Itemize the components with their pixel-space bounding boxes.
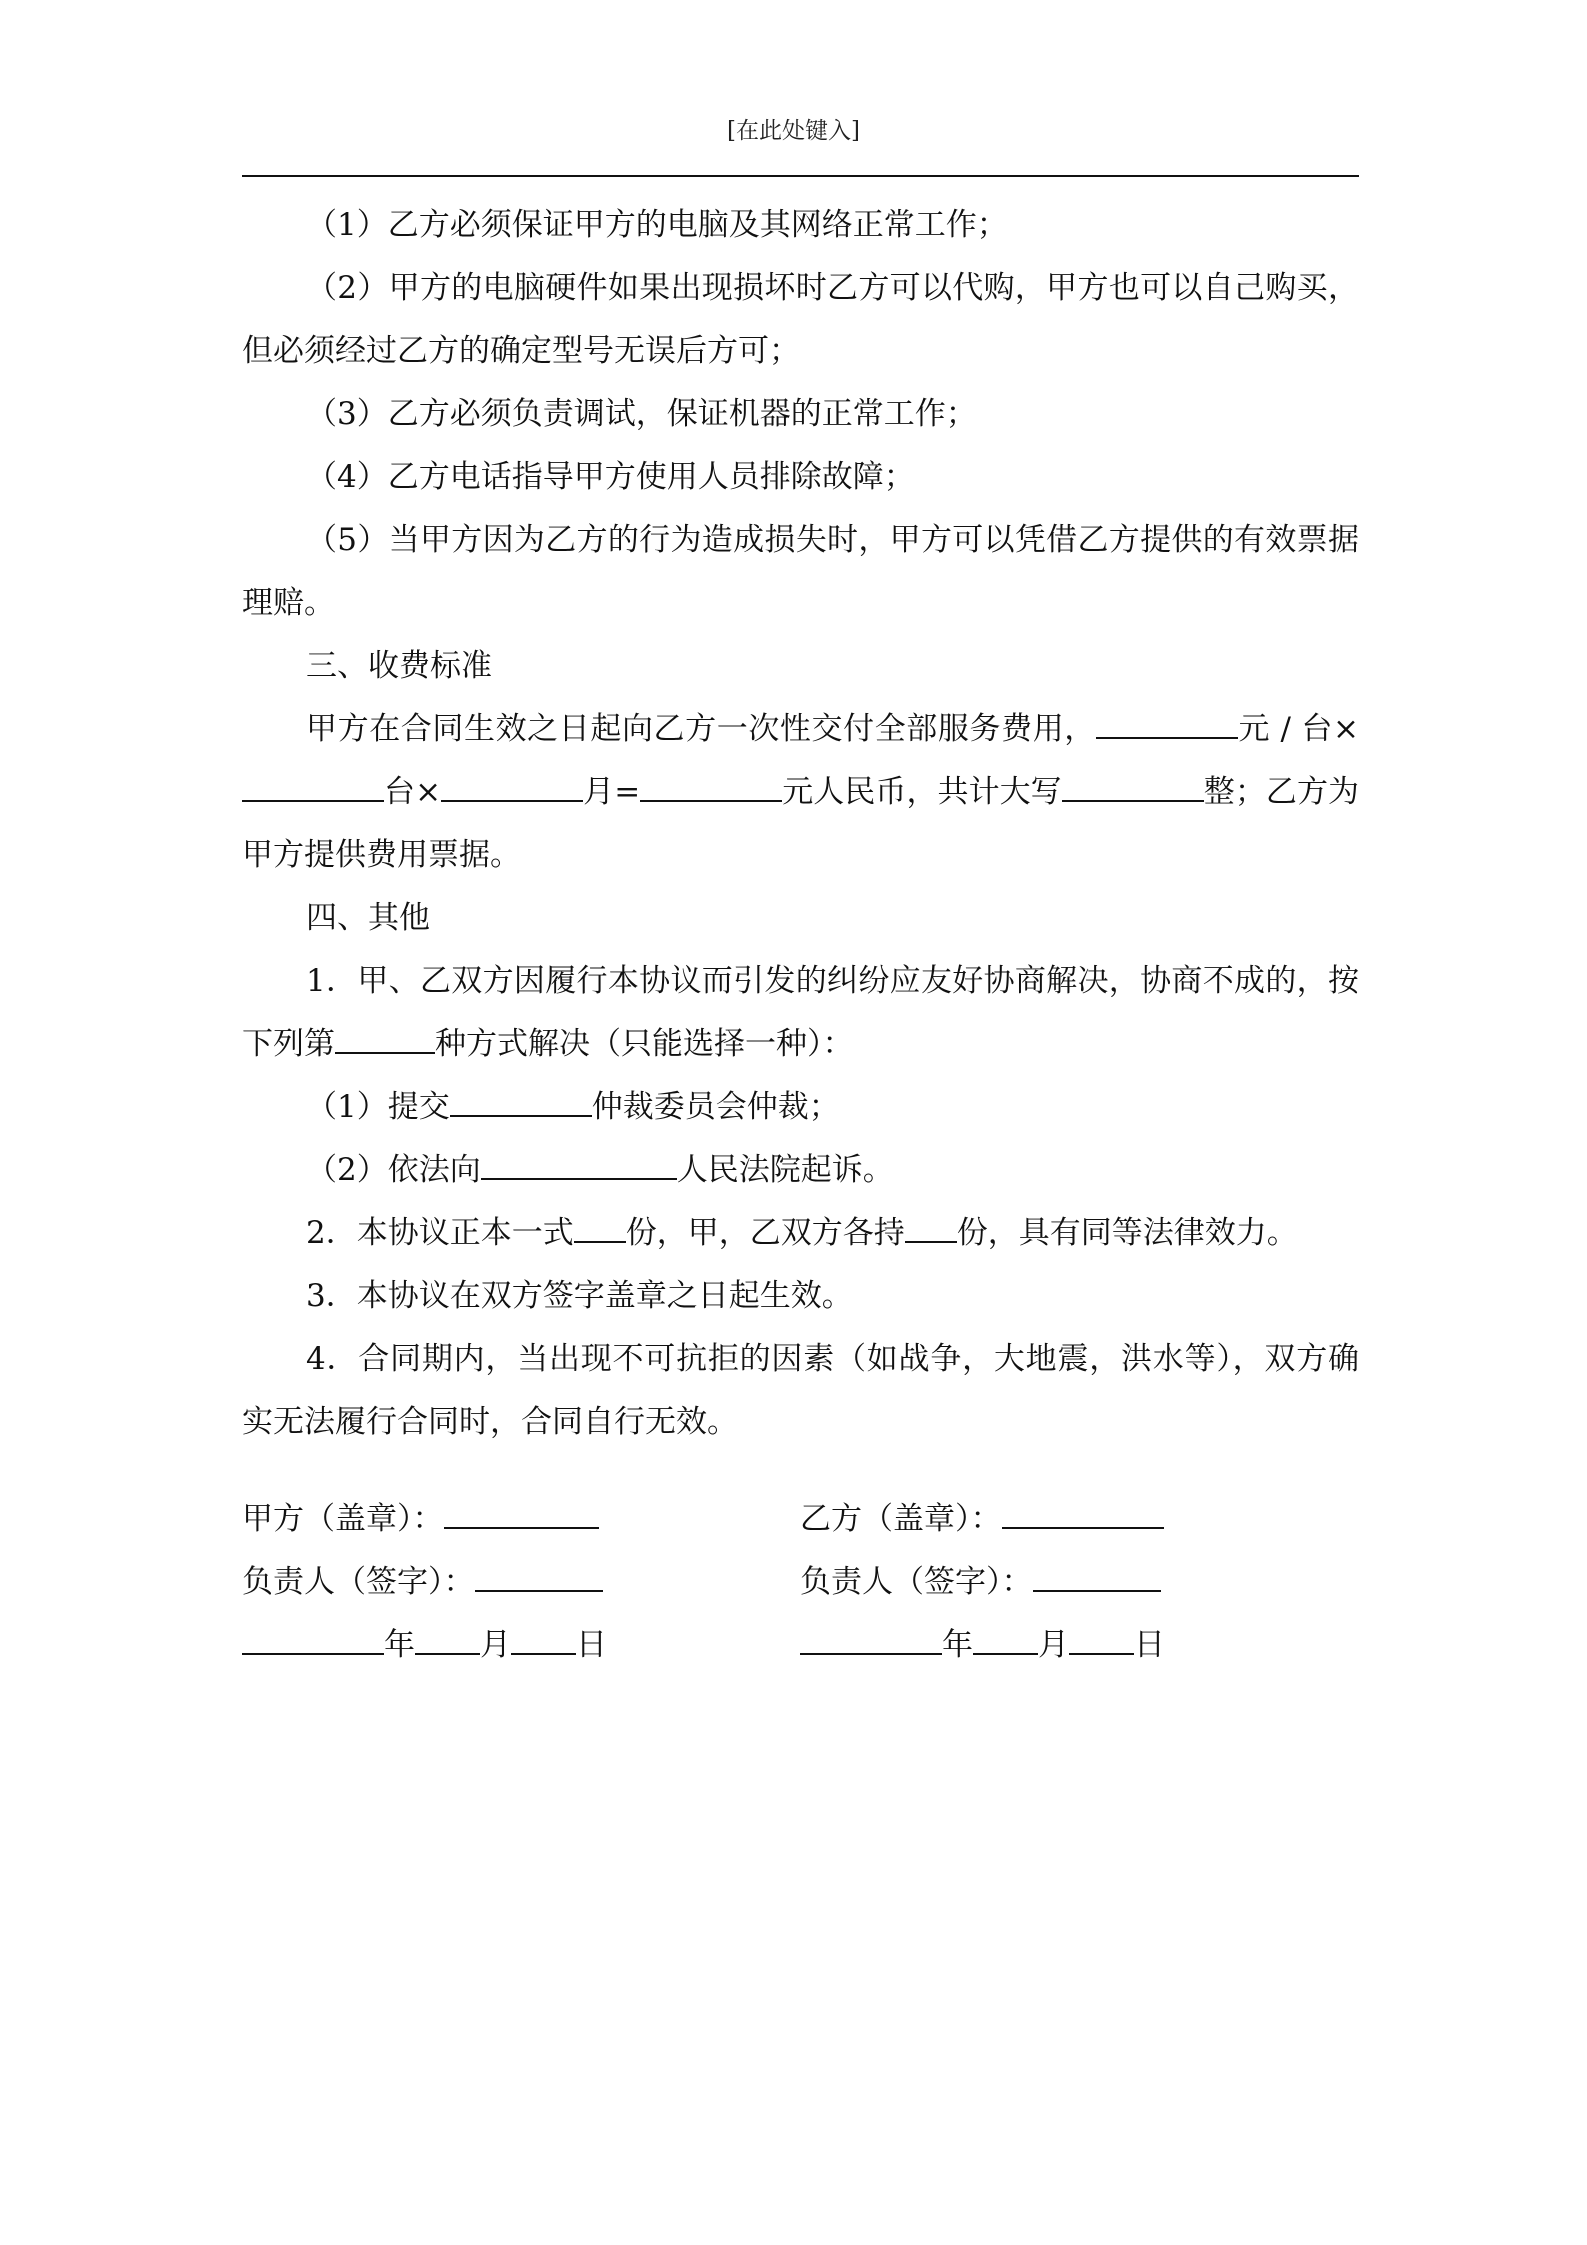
clause-item-3: （3）乙方必须负责调试，保证机器的正常工作； [306, 396, 977, 432]
party-b-rep-blank[interactable] [1033, 1564, 1161, 1592]
party-b-rep-label: 负责人（签字）： [800, 1564, 1033, 1600]
party-a-rep-blank[interactable] [475, 1564, 603, 1592]
dispute-text-2: 种方式解决（只能选择一种）： [435, 1026, 854, 1062]
party-a-month-label: 月 [480, 1627, 511, 1663]
blank-method-number[interactable] [335, 1026, 435, 1054]
option-arbitration [242, 1076, 1359, 1139]
party-a-day-blank[interactable] [511, 1627, 576, 1655]
clause-force-majeure: 4．合同期内，当出现不可抗拒的因素（如战争，大地震，洪水等），双方确实无法履行合同时，合同自行无效。 [242, 1341, 1359, 1440]
party-b-seal-label: 乙方（盖章）： [800, 1501, 1002, 1537]
header-divider [242, 175, 1359, 177]
party-b-seal-blank[interactable] [1002, 1501, 1164, 1529]
section-heading-fees: 三、收费标准 [306, 648, 492, 684]
copies-text-2: 份，甲，乙双方各持 [625, 1215, 905, 1251]
signature-party-a [242, 1488, 607, 1677]
signature-party-b [800, 1488, 1165, 1677]
party-a-seal-blank[interactable] [444, 1501, 599, 1529]
party-b-day-blank[interactable] [1069, 1627, 1134, 1655]
fees-text-5: 元人民币，共计大写 [782, 774, 1062, 810]
copies-text-3: 份，具有同等法律效力。 [956, 1215, 1298, 1251]
arbitration-text-2: 仲裁委员会仲裁； [591, 1089, 840, 1125]
clause-item-5: （5）当甲方因为乙方的行为造成损失时，甲方可以凭借乙方提供的有效票据理赔。 [242, 522, 1359, 621]
court-text-2: 人民法院起诉。 [676, 1152, 894, 1188]
arbitration-text-1: （1）提交 [306, 1089, 450, 1125]
fees-text-2: 元 / 台× [1237, 711, 1359, 747]
court-text-1: （2）依法向 [306, 1152, 481, 1188]
party-a-day-label: 日 [576, 1627, 607, 1663]
blank-copies-each[interactable] [905, 1215, 957, 1243]
fees-text-6: 整；乙方为甲方提供费用票据。 [242, 774, 1360, 873]
option-court [242, 1139, 1359, 1202]
party-b-year-blank[interactable] [800, 1627, 942, 1655]
fees-paragraph [242, 698, 1359, 887]
dispute-text-1: 1．甲、乙双方因履行本协议而引发的纠纷应友好协商解决，协商不成的，按下列第 [242, 963, 1359, 1062]
blank-month-count[interactable] [441, 774, 583, 802]
document-body [242, 194, 1359, 1454]
party-a-month-blank[interactable] [415, 1627, 480, 1655]
fees-text-4: 月= [583, 774, 641, 810]
blank-court-name[interactable] [481, 1152, 677, 1180]
blank-total-rmb[interactable] [640, 774, 782, 802]
fees-text-1: 甲方在合同生效之日起向乙方一次性交付全部服务费用， [306, 711, 1096, 747]
blank-unit-price[interactable] [1096, 711, 1238, 739]
clause-effective: 3．本协议在双方签字盖章之日起生效。 [306, 1278, 853, 1314]
party-a-rep-label: 负责人（签字）： [242, 1564, 475, 1600]
clause-item-2: （2）甲方的电脑硬件如果出现损坏时乙方可以代购，甲方也可以自己购买，但必须经过乙方的确定型号无误后方可； [242, 270, 1359, 369]
blank-arbitration-committee[interactable] [450, 1089, 592, 1117]
party-b-day-label: 日 [1134, 1627, 1165, 1663]
party-a-year-label: 年 [384, 1627, 415, 1663]
party-b-month-label: 月 [1038, 1627, 1069, 1663]
clause-item-1: （1）乙方必须保证甲方的电脑及其网络正常工作； [306, 207, 1008, 243]
clause-copies [242, 1202, 1359, 1265]
page-header: [在此处键入] [727, 118, 860, 144]
party-a-seal-label: 甲方（盖章）： [242, 1501, 444, 1537]
party-b-year-label: 年 [942, 1627, 973, 1663]
party-a-year-blank[interactable] [242, 1627, 384, 1655]
clause-item-4: （4）乙方电话指导甲方使用人员排除故障； [306, 459, 915, 495]
blank-unit-count[interactable] [242, 774, 384, 802]
fees-text-3: 台× [384, 774, 442, 810]
party-b-month-blank[interactable] [973, 1627, 1038, 1655]
blank-copies-total[interactable] [574, 1215, 626, 1243]
copies-text-1: 2．本协议正本一式 [306, 1215, 574, 1251]
clause-dispute [242, 950, 1359, 1076]
blank-total-in-words[interactable] [1062, 774, 1204, 802]
section-heading-other: 四、其他 [306, 900, 430, 936]
